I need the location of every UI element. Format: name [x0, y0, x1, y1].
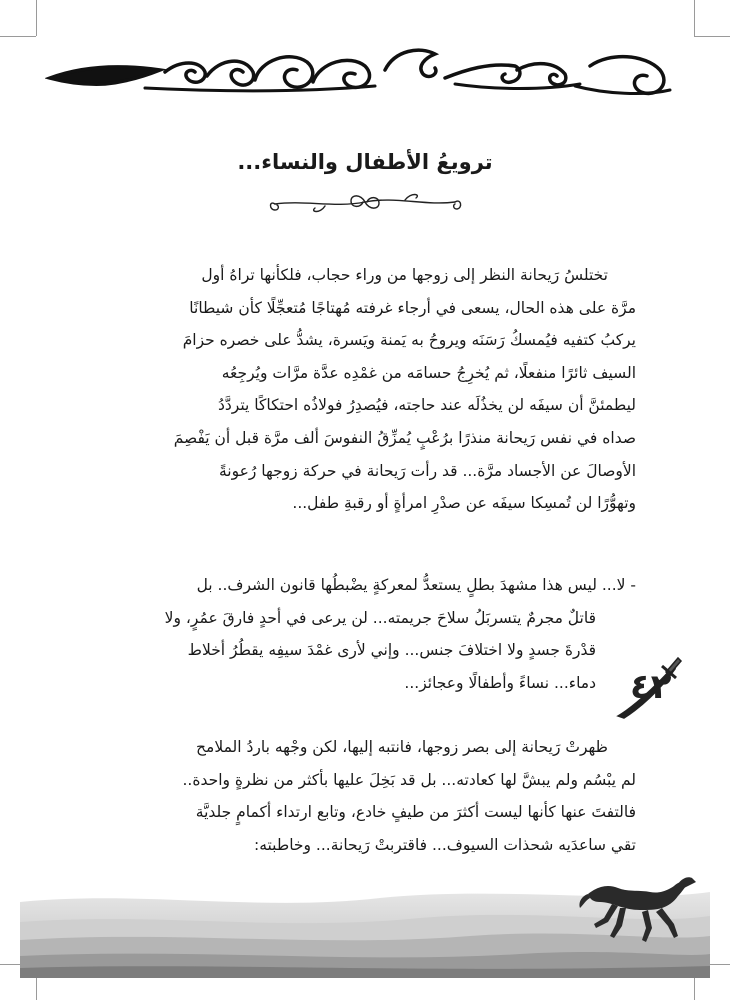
text-line: يركبُ كتفيه فيُمسكُ رَسَنَه ويروحُ به يَمنة ويَسرة، يشدُّ على خصره حزامَ — [182, 331, 636, 350]
page-number: ٤٢ — [630, 667, 672, 707]
text-line: قدْرةَ جسدٍ ولا اختلافَ جنس... وإني لأرى غمْدَ سيفِه يقطُرُ أخلاط — [187, 641, 596, 660]
text-line: ظهرتْ رَيحانة إلى بصر زوجها، فانتبه إليها، لكن وجْهه باردُ الملامح — [196, 738, 608, 756]
text-line: تقي ساعدَيه شحذات السيوف... فاقتربتْ رَيحانة... وخاطبته: — [253, 835, 636, 854]
paragraph-1 — [88, 259, 636, 520]
text-line: قاتلٌ مجرمٌ يتسربَلُ سلاحَ جريمته... لن يرعى في أحدٍ فارقَ عمُرٍ، ولا — [164, 608, 596, 627]
text-line: مرَّة على هذه الحال، يسعى في أرجاء غرفته مُهتاجًا مُتعجِّلًا كأن شيطانًا — [189, 298, 636, 317]
crop-mark — [0, 36, 36, 37]
text-line: لم يبْسُم ولم يبشَّ لها كعادته... بل قد بَخِلَ عليها بأكثر من نظرةٍ واحدة.. — [182, 770, 636, 789]
crop-mark — [36, 0, 37, 36]
text-line: الأوصالَ عن الأجساد مرَّة... قد رأت رَيحانة في حركة زوجها رُعونةً — [218, 461, 636, 480]
crop-mark — [694, 36, 730, 37]
crop-mark — [694, 0, 695, 36]
scroll-divider-icon — [265, 188, 465, 218]
dialogue-block — [88, 569, 636, 699]
horse-icon — [578, 872, 698, 952]
text-line: صداه في نفس رَيحانة منذرًا برُعْبٍ يُمزِّقُ النفوسَ ألف مرَّة قبل أن يَفْصِمَ — [173, 428, 636, 447]
text-line: - لا... ليس هذا مشهدَ بطلٍ يستعدُّ لمعركةٍ يضْبطُها قانون الشرف.. بل — [196, 576, 636, 594]
chapter-title: ترويعُ الأطفال والنساء... — [237, 150, 493, 174]
text-line: فالتفتَ عنها كأنها ليست أكثرَ من طيفٍ خادع، وتابع ارتداء أكمامٍ جلديَّة — [195, 803, 636, 822]
text-line: ليطمئنَّ أن سيفَه لن يخذُلَه عند حاجته، فيُصدِرُ فولاذُه احتكاكًا يتردَّدُ — [217, 396, 636, 415]
wave-ornament-icon — [45, 40, 675, 115]
text-line: وتهوُّرًا لن تُمسِكا سيفَه عن صدْرِ امرأةٍ أو رقبةِ طفل... — [292, 494, 636, 513]
text-line: دماء... نساءً وأطفالًا وعجائز... — [404, 673, 596, 692]
text-line: السيف ثائرًا منفعلًا، ثم يُخرِجُ حسامَه من غمْدِه عدَّة مرَّات ويُرجِعُه — [221, 363, 636, 382]
text-line: تختلسُ رَيحانة النظر إلى زوجها من وراء حجاب، فلكأنها تراهُ أول — [201, 266, 608, 284]
paragraph-2 — [88, 731, 636, 861]
